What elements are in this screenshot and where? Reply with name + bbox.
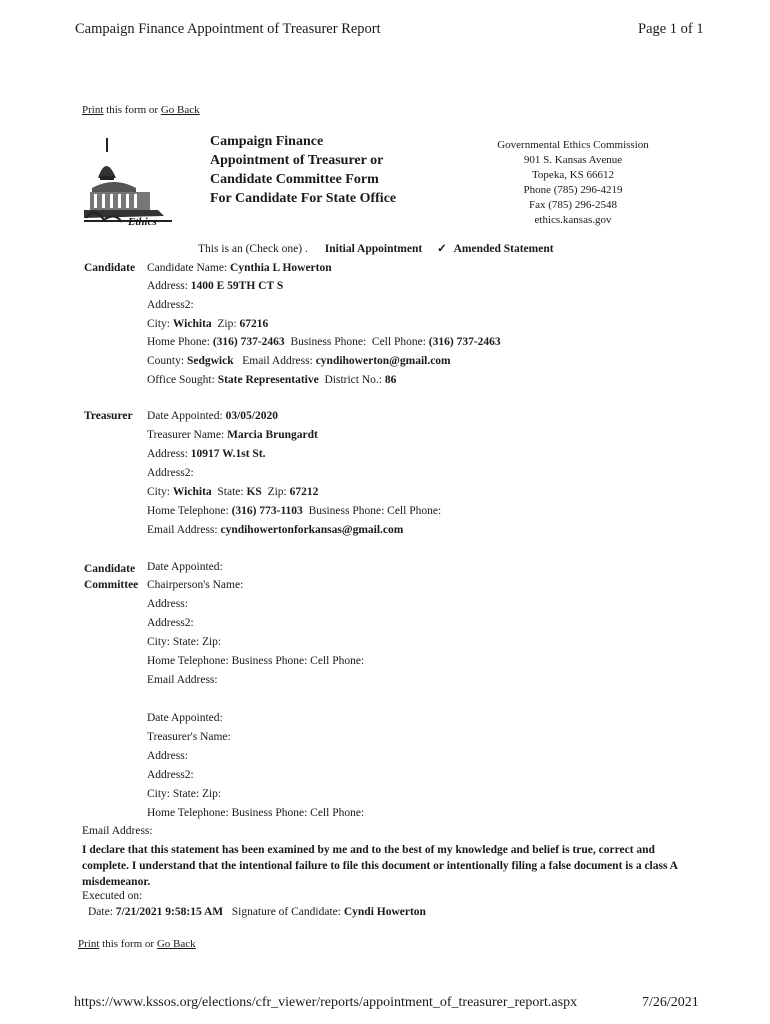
declaration-text: I declare that this statement has been examined by me and to the best of my knowledge and belief is true, correct and complete. I understand that the intentional failure to file this document or intentionally filing a false document is a class A misdemeanor. — [82, 844, 678, 888]
committee-treasurer-address-label: Address: — [147, 750, 188, 762]
candidate-name-row — [147, 262, 332, 274]
commission-phone: Phone (785) 296-4219 — [523, 184, 623, 196]
email-label: Email Address: — [242, 355, 313, 367]
office-sought: State Representative — [217, 374, 319, 386]
candidate-office-row — [147, 374, 396, 386]
top-nav — [82, 104, 200, 116]
treasurer-address2-label: Address2: — [147, 467, 194, 479]
state-label: State: — [217, 486, 244, 498]
executed-label: Executed on: — [82, 890, 143, 902]
email-label: Email Address: — [147, 524, 218, 536]
treasurer-phone-row — [147, 505, 441, 517]
print-link[interactable]: Print — [78, 938, 100, 950]
nav-text: this form or — [99, 938, 157, 950]
treasurer-state: KS — [246, 486, 262, 498]
committee-treasurer-email-label: Email Address: — [82, 825, 153, 837]
committee-treasurer-city-state-zip: City: State: Zip: — [147, 788, 222, 800]
execution-date: 7/21/2021 9:58:15 AM — [115, 906, 224, 918]
chair-email-label: Email Address: — [147, 674, 218, 686]
candidate-section-label: Candidate — [84, 262, 136, 274]
form-title-line: Appointment of Treasurer or — [210, 153, 384, 168]
treasurer-city-row — [147, 486, 318, 498]
date-label: Date: — [88, 906, 113, 918]
office-label: Office Sought: — [147, 374, 215, 386]
form-title-line: For Candidate For State Office — [210, 191, 397, 206]
cell-phone-label: Cell Phone: — [371, 336, 426, 348]
ethics-seal-logo — [84, 136, 174, 232]
nav-text: this form or — [103, 104, 161, 116]
treasurer-zip: 67212 — [289, 486, 319, 498]
committee-treasurer-phone-labels: Home Telephone: Business Phone: Cell Phone: — [147, 807, 365, 819]
city-label: City: — [147, 486, 171, 498]
district-number: 86 — [384, 374, 397, 386]
district-label: District No.: — [324, 374, 382, 386]
candidate-city-row — [147, 318, 268, 330]
candidate-county: Sedgwick — [186, 355, 234, 367]
committee-label-line1: Candidate — [84, 563, 136, 575]
check-mark-icon: ✓ — [437, 243, 447, 255]
chair-address2-label: Address2: — [147, 617, 194, 629]
zip-label: Zip: — [217, 318, 237, 330]
go-back-link[interactable]: Go Back — [156, 938, 196, 950]
candidate-email: cyndihowerton@gmail.com — [315, 355, 451, 367]
home-phone-label: Home Phone: — [147, 336, 210, 348]
committee-label-line2: Committee — [84, 579, 139, 591]
amended-statement-option: Amended Statement — [453, 243, 554, 255]
print-link[interactable]: Print — [82, 104, 104, 116]
treasurer-name: Marcia Brungardt — [227, 429, 318, 441]
treasurer-name-label: Treasurer Name: — [147, 429, 225, 441]
treasurer-email-row — [147, 524, 403, 536]
committee-treasurer-name-label: Treasurer's Name: — [147, 731, 231, 743]
chair-address-label: Address: — [147, 598, 188, 610]
treasurer-date-row — [147, 410, 278, 422]
city-label: City: — [147, 318, 171, 330]
chair-city-state-zip: City: State: Zip: — [147, 636, 222, 648]
footer-date: 7/26/2021 — [642, 995, 699, 1010]
initial-appointment-option: Initial Appointment — [324, 243, 423, 255]
candidate-address-row — [147, 280, 283, 292]
treasurer-city: Wichita — [172, 486, 212, 498]
treasurer-address-row — [147, 448, 266, 460]
commission-info — [483, 138, 663, 228]
candidate-home-phone: (316) 737-2463 — [212, 336, 285, 348]
form-title — [210, 132, 396, 208]
candidate-phone-row — [147, 336, 501, 348]
candidate-signature: Cyndi Howerton — [343, 906, 426, 918]
go-back-link[interactable]: Go Back — [160, 104, 200, 116]
candidate-city: Wichita — [172, 318, 212, 330]
candidate-cell-phone: (316) 737-2463 — [428, 336, 501, 348]
chairperson-name-label: Chairperson's Name: — [147, 579, 244, 591]
treasurer-home-phone: (316) 773-1103 — [231, 505, 303, 517]
address-label: Address: — [147, 448, 188, 460]
candidate-name: Cynthia L Howerton — [230, 262, 332, 274]
committee-treasurer-date-label: Date Appointed: — [147, 712, 223, 724]
logo-text: Ethics — [128, 216, 157, 228]
commission-website: ethics.kansas.gov — [534, 214, 612, 226]
county-label: County: — [147, 355, 185, 367]
committee-section-label — [84, 561, 138, 593]
zip-label: Zip: — [267, 486, 287, 498]
cell-phone-label: Cell Phone: — [387, 505, 442, 517]
signature-label: Signature of Candidate: — [231, 906, 341, 918]
statement-type-line — [198, 241, 554, 255]
candidate-address-label: Address: — [147, 280, 188, 292]
treasurer-date-appointed: 03/05/2020 — [225, 410, 278, 422]
treasurer-section-label: Treasurer — [84, 410, 133, 422]
check-prompt: This is an (Check one) . — [198, 243, 308, 255]
home-telephone-label: Home Telephone: — [147, 505, 229, 517]
chair-phone-labels: Home Telephone: Business Phone: Cell Phone: — [147, 655, 365, 667]
candidate-address: 1400 E 59TH CT S — [190, 280, 284, 292]
candidate-name-label: Candidate Name: — [147, 262, 228, 274]
business-phone-label: Business Phone: — [308, 505, 385, 517]
commission-address: 901 S. Kansas Avenue — [523, 154, 623, 166]
business-phone-label: Business Phone: — [290, 336, 367, 348]
bottom-nav — [78, 938, 196, 950]
footer-url: https://www.kssos.org/elections/cfr_viewer/reports/appointment_of_treasurer_report.aspx — [74, 995, 578, 1010]
commission-name: Governmental Ethics Commission — [497, 139, 649, 151]
treasurer-name-row — [147, 429, 318, 441]
commission-city: Topeka, KS 66612 — [531, 169, 615, 181]
candidate-address2-label: Address2: — [147, 299, 194, 311]
form-title-line: Campaign Finance — [210, 134, 324, 149]
date-appointed-label: Date Appointed: — [147, 410, 223, 422]
form-title-line: Candidate Committee Form — [210, 172, 379, 187]
candidate-zip: 67216 — [239, 318, 269, 330]
commission-fax: Fax (785) 296-2548 — [529, 199, 617, 211]
treasurer-address: 10917 W.1st St. — [190, 448, 266, 460]
committee-treasurer-address2-label: Address2: — [147, 769, 194, 781]
candidate-county-row — [147, 355, 451, 367]
committee-date-label: Date Appointed: — [147, 561, 223, 573]
page-number: Page 1 of 1 — [638, 21, 704, 37]
execution-row — [88, 906, 426, 918]
treasurer-email: cyndihowertonforkansas@gmail.com — [220, 524, 404, 536]
report-title: Campaign Finance Appointment of Treasurer Report — [75, 21, 381, 37]
